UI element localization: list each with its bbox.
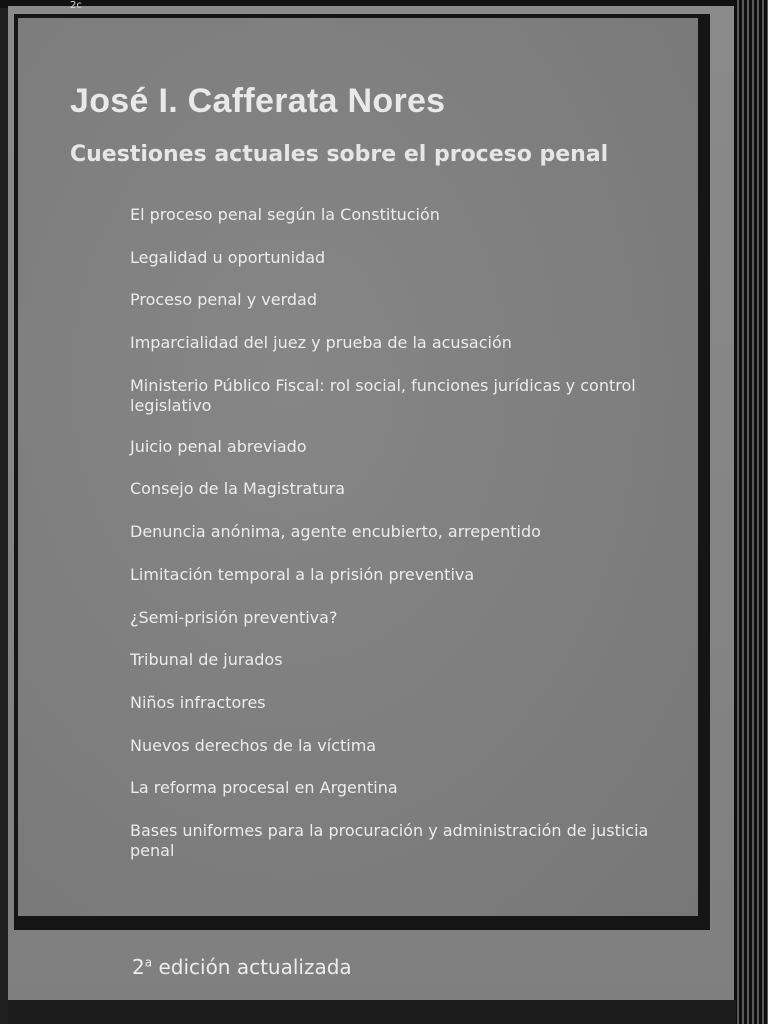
bottom-edge bbox=[8, 1000, 736, 1024]
edition-label bbox=[132, 955, 352, 979]
topic-item: La reforma procesal en Argentina bbox=[130, 778, 398, 798]
topic-item: Tribunal de jurados bbox=[130, 650, 283, 670]
topic-item: El proceso penal según la Constitución bbox=[130, 205, 440, 224]
edition-number: 2 bbox=[132, 955, 145, 979]
page-edges bbox=[734, 0, 768, 1024]
topic-item: Denuncia anónima, agente encubierto, arrepentido bbox=[130, 522, 541, 542]
topic-item: Niños infractores bbox=[130, 692, 266, 712]
topic-item: Legalidad u oportunidad bbox=[130, 247, 326, 267]
topic-item: Nuevos derechos de la víctima bbox=[130, 735, 377, 755]
topic-item: ¿Semi-prisión preventiva? bbox=[130, 607, 338, 627]
topic-item: Proceso penal y verdad bbox=[130, 290, 317, 310]
topic-item: Imparcialidad del juez y prueba de la acusación bbox=[130, 333, 512, 353]
topic-item: Ministerio Público Fiscal: rol social, funciones jurídicas y control legislativo bbox=[130, 375, 636, 415]
topic-item: Consejo de la Magistratura bbox=[130, 479, 346, 499]
topic-item: Limitación temporal a la prisión preventiva bbox=[130, 564, 475, 584]
book-title: Cuestiones actuales sobre el proceso penal bbox=[70, 142, 609, 167]
topic-item: Bases uniformes para la procuración y administración de justicia penal bbox=[130, 820, 649, 860]
edition-text: edición actualizada bbox=[158, 955, 352, 979]
author-name: José I. Cafferata Nores bbox=[70, 82, 446, 120]
edition-ordinal: a bbox=[144, 955, 153, 970]
topic-item: Juicio penal abreviado bbox=[130, 436, 307, 456]
corner-handwritten-mark: 2c bbox=[70, 0, 82, 11]
topics-list bbox=[130, 205, 670, 882]
